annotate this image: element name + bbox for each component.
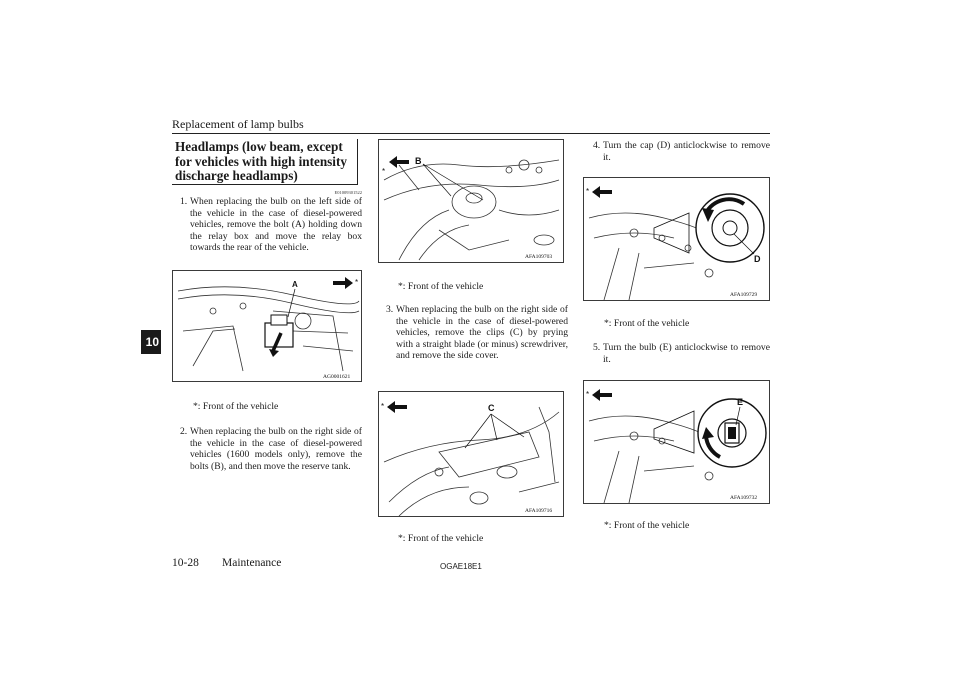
step-2 — [180, 426, 362, 472]
front-marker: * — [586, 187, 590, 196]
figure-caption: *: Front of the vehicle — [398, 533, 484, 544]
step-3 — [386, 304, 568, 362]
figure-caption: *: Front of the vehicle — [604, 318, 690, 329]
figure-caption: *: Front of the vehicle — [604, 520, 690, 531]
footer-doc-code: OGAE18E1 — [440, 562, 482, 571]
step-number: 2. — [180, 426, 188, 437]
figure-code: AG0001621 — [323, 374, 351, 380]
section-title: Headlamps (low beam, except for vehicles with high intensity discharge headlamps) — [175, 139, 347, 183]
figure-label: D — [754, 254, 761, 264]
step-text: When replacing the bulb on the right side of the vehicle in the case of diesel-powered vehicles, remove the clips (C) by prying with a straight blade (or minus) screwdriver, and remove the side cover. — [396, 304, 568, 361]
running-head: Replacement of lamp bulbs — [172, 117, 304, 131]
step-number: 3. — [386, 304, 394, 315]
figure-code: AFA109729 — [730, 292, 758, 298]
figure-relay-box — [172, 270, 362, 382]
front-marker: * — [586, 390, 590, 399]
step-number: 1. — [180, 196, 188, 207]
step-number: 5. — [593, 342, 601, 353]
figure-caption: *: Front of the vehicle — [398, 281, 484, 292]
footer-chapter: Maintenance — [222, 557, 282, 569]
page-number: 10-28 — [172, 557, 199, 569]
figure-label: A — [292, 280, 298, 289]
figure-cap — [583, 177, 770, 301]
step-5 — [593, 342, 770, 365]
step-text: When replacing the bulb on the right side of the vehicle in the case of diesel-powered vehicles (1600 models only), remove the bolts (B), and then move the reserve tank. — [190, 426, 362, 472]
step-text: When replacing the bulb on the left side of the vehicle in the case of diesel-powered vehicles, remove the bolt (A) holding down the relay box and move the relay box towards the rear of the vehicle. — [190, 196, 362, 253]
figure-code: AFA109732 — [730, 495, 758, 501]
step-text: Turn the cap (D) anticlockwise to remove it. — [603, 140, 770, 163]
front-marker: * — [382, 167, 386, 176]
figure-side-cover — [378, 391, 564, 517]
figure-code: AFA109716 — [525, 508, 553, 514]
chapter-tab: 10 — [141, 330, 161, 354]
figure-caption: *: Front of the vehicle — [193, 401, 279, 412]
figure-reserve-tank — [378, 139, 564, 263]
figure-bulb — [583, 380, 770, 504]
section-code: E01009301522 — [334, 190, 362, 195]
step-text: Turn the bulb (E) anticlockwise to remove it. — [603, 342, 770, 365]
header-rule — [172, 133, 770, 134]
step-4 — [593, 140, 770, 163]
front-marker: * — [381, 402, 385, 411]
figure-label: C — [488, 403, 495, 413]
figure-label: B — [415, 156, 422, 166]
front-marker: * — [355, 278, 359, 287]
figure-code: AFA109703 — [525, 254, 553, 260]
figure-label: E — [737, 397, 744, 407]
step-number: 4. — [593, 140, 601, 151]
step-1 — [180, 196, 362, 254]
